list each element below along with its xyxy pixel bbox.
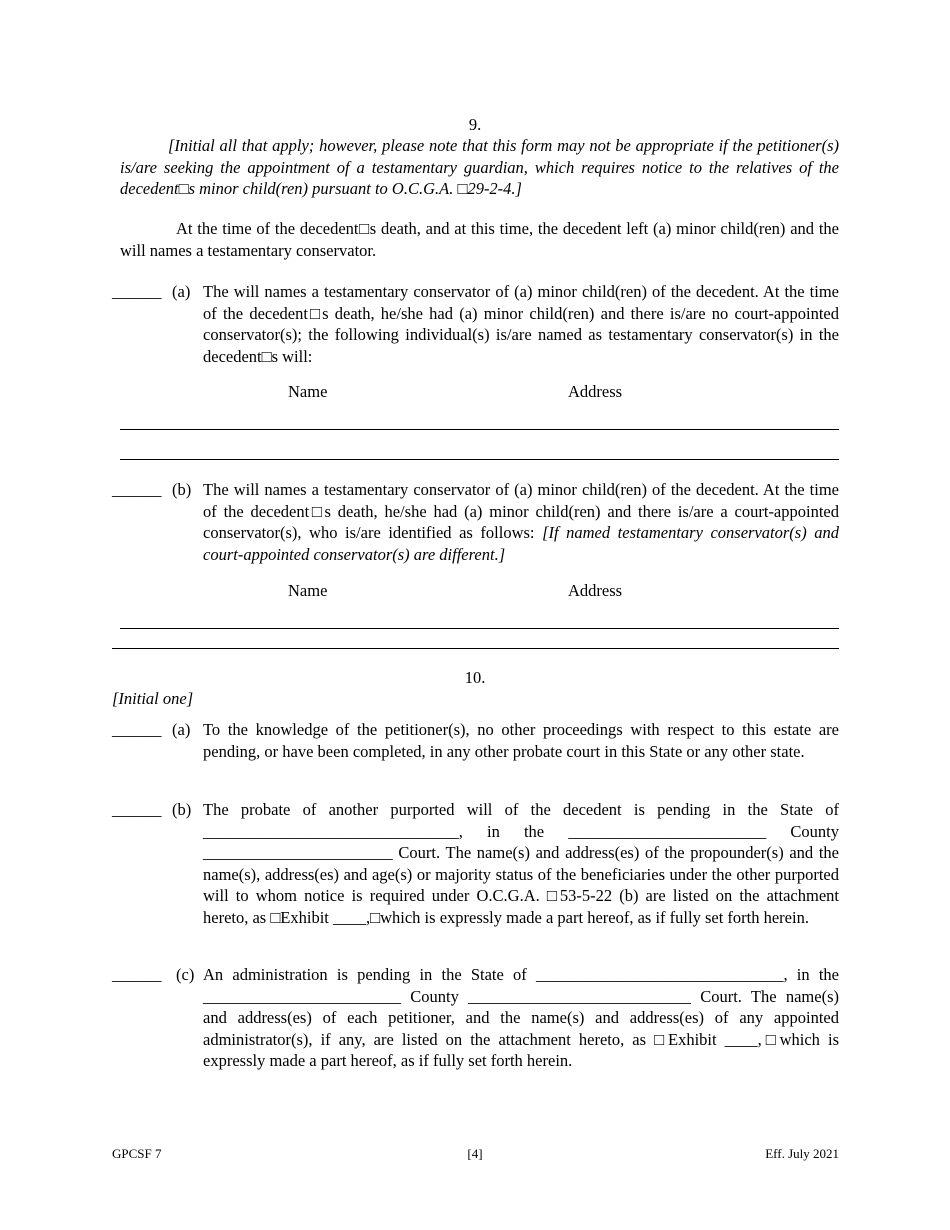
- item-text: The will names a testamentary conservator of (a) minor child(ren) of the decedent. At the time of the decedent□s death, he/she had (a) minor child(ren) and there is/are a court-appointed conservator(s), who is/are identified as follows:: [203, 480, 839, 542]
- item-label: (b): [172, 480, 192, 499]
- footer-page-number: [4]: [467, 1146, 483, 1161]
- section-9-item-a: [112, 281, 839, 367]
- section-10-instruction: [Initial one]: [112, 689, 194, 708]
- initial-blank[interactable]: ______: [112, 282, 162, 301]
- section-10-number: 10.: [464, 668, 486, 687]
- column-header-name: Name: [288, 382, 328, 401]
- section-9-item-b: [112, 479, 839, 565]
- section-9-intro: At the time of the decedent□s death, and at this time, the decedent left (a) minor child(ren) and the will names a testamentary conservator.: [120, 219, 839, 260]
- section-divider: [112, 648, 839, 649]
- section-10-item-c: [112, 964, 839, 1072]
- footer-form-id: GPCSF 7: [112, 1146, 162, 1161]
- initial-blank[interactable]: ______: [112, 965, 162, 984]
- item-label: (a): [172, 720, 191, 739]
- initial-blank[interactable]: ______: [112, 720, 162, 739]
- item-text: An administration is pending in the State of ______________________________, in the ________________________ County ___________________________ Court. The name(s) and address(es) of each petitioner, and the name(s) and address(es) of any appointed administrator(s), if any, are listed on the attachment hereto, as □Exhibit ____,□which is expressly made a part hereof, as if fully set forth herein.: [203, 965, 839, 1070]
- initial-blank[interactable]: ______: [112, 480, 162, 499]
- column-header-address: Address: [568, 382, 623, 401]
- section-9-instruction: [Initial all that apply; however, please note that this form may not be appropriate if the petitioner(s) is/are seeking the appointment of a testamentary guardian, which requires notice to the relatives of the decedent□s minor child(ren) pursuant to O.C.G.A. □29-2-4.]: [120, 136, 839, 198]
- section-10-item-b: [112, 799, 839, 928]
- item-label: (a): [172, 282, 191, 301]
- item-label: (b): [172, 800, 192, 819]
- item-label: (c): [176, 965, 195, 984]
- footer-effective-date: Eff. July 2021: [765, 1146, 839, 1161]
- fill-line[interactable]: [120, 429, 839, 430]
- item-note: [If named testamentary conservator(s) and court-appointed conservator(s) are different.]: [203, 523, 839, 564]
- fill-line[interactable]: [120, 459, 839, 460]
- initial-blank[interactable]: ______: [112, 800, 162, 819]
- column-header-address: Address: [568, 581, 623, 600]
- column-header-name: Name: [288, 581, 328, 600]
- item-text: The probate of another purported will of the decedent is pending in the State of _______________________________, in the ________________________ County _______________________ Court. The name(s) and address(es) of the propounder(s) and the name(s), address(es) and age(s) or majority status of the beneficiaries under the other purported will to whom notice is required under O.C.G.A. □53-5-22 (b) are listed on the attachment hereto, as □Exhibit ____,□which is expressly made a part hereof, as if fully set forth herein.: [203, 800, 839, 927]
- section-9-number: 9.: [468, 115, 482, 134]
- fill-line[interactable]: [120, 628, 839, 629]
- item-text: The will names a testamentary conservator of (a) minor child(ren) of the decedent. At the time of the decedent□s death, he/she had (a) minor child(ren) and there is/are no court-appointed conservator(s); the following individual(s) is/are named as testamentary conservator(s) in the decedent□s will:: [203, 282, 839, 366]
- item-text: To the knowledge of the petitioner(s), no other proceedings with respect to this estate are pending, or have been completed, in any other probate court in this State or any other state.: [203, 720, 839, 761]
- section-10-item-a: [112, 719, 839, 762]
